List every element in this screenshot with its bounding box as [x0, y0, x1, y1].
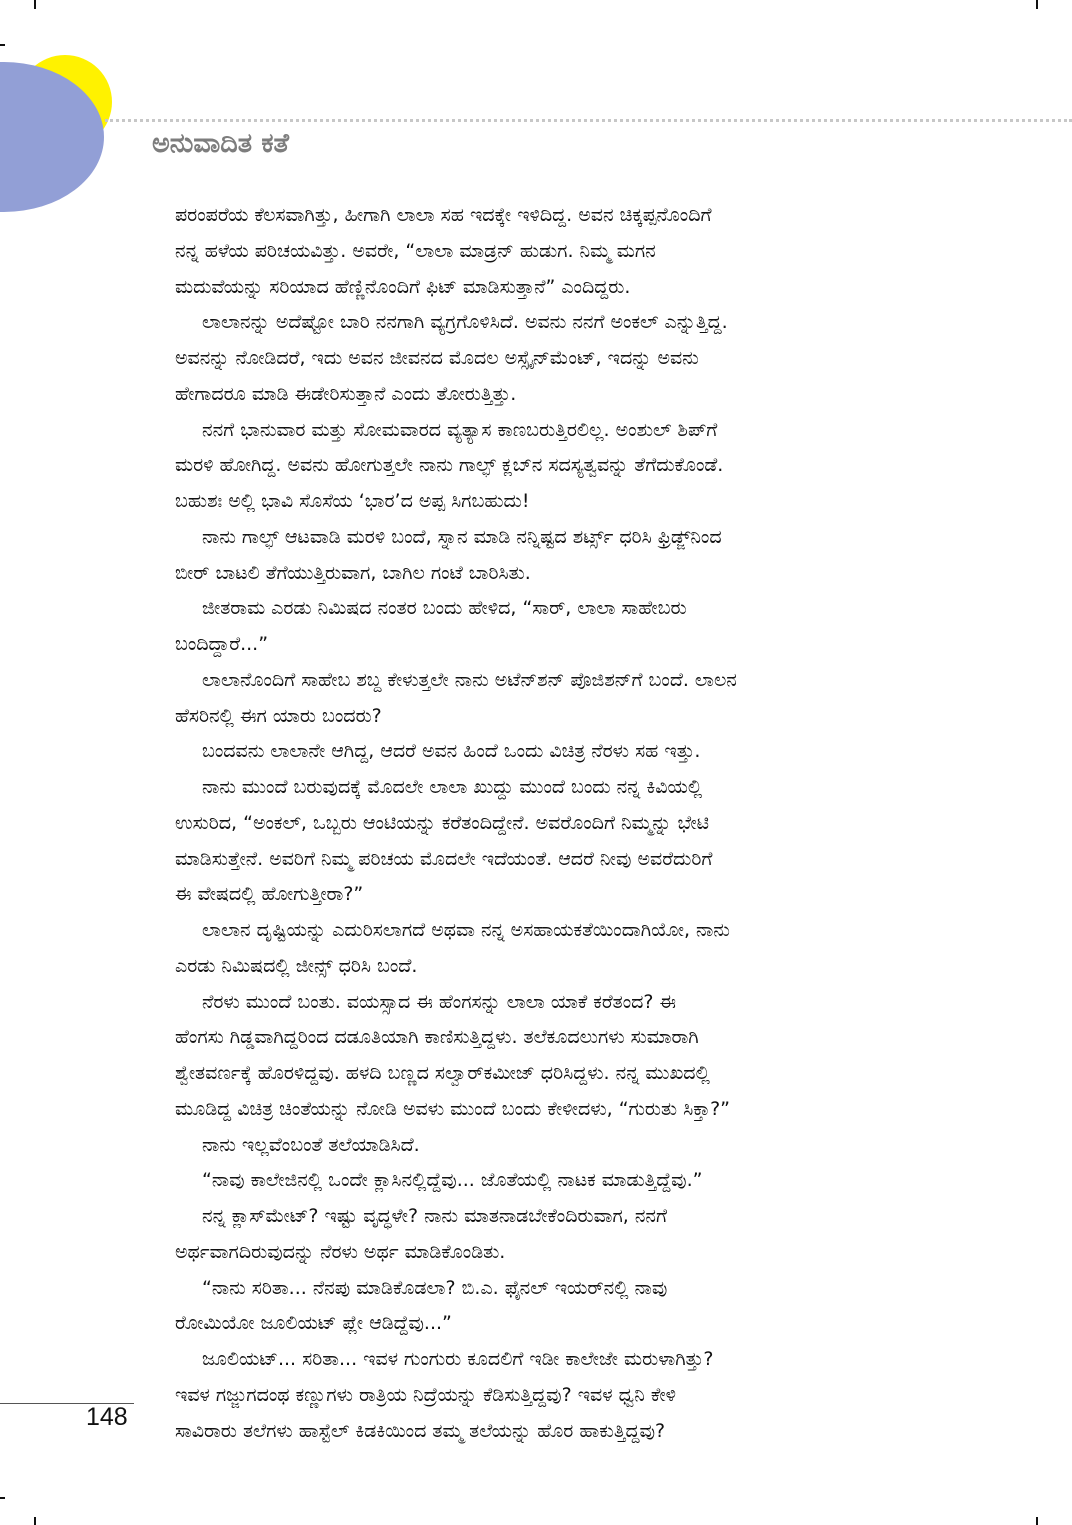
- body-line: ನನ್ನ ಕ್ಲಾಸ್‌ಮೇಟ್? ಇಷ್ಟು ವೃದ್ಧಳೇ? ನಾನು ಮಾತನಾಡಬೇಕೆಂದಿರುವಾಗ, ನನಗೆ: [202, 1205, 668, 1227]
- body-line: ಅರ್ಥವಾಗದಿರುವುದನ್ನು ನೆರಳು ಅರ್ಥ ಮಾಡಿಕೊಂಡಿತು.: [175, 1240, 506, 1263]
- crop-mark-top-right: [1036, 0, 1038, 9]
- body-line: ಸಾವಿರಾರು ತಲೆಗಳು ಹಾಸ್ಟೆಲ್ ಕಿಡಕಿಯಿಂದ ತಮ್ಮ ತಲೆಯನ್ನು ಹೊರ ಹಾಕುತ್ತಿದ್ದವು?: [175, 1419, 666, 1442]
- body-line: ಬಂದಿದ್ದಾರೆ...”: [175, 633, 269, 655]
- body-line: ಲಾಲಾನನ್ನು ಅದೆಷ್ಟೋ ಬಾರಿ ನನಗಾಗಿ ವ್ಯಗ್ರಗೊಳಿಸಿದೆ. ಅವನು ನನಗೆ ಅಂಕಲ್ ಎನ್ನುತ್ತಿದ್ದ.: [202, 311, 728, 334]
- crop-mark-bottom-left-v: [34, 1517, 36, 1525]
- body-line: ಈ ವೇಷದಲ್ಲಿ ಹೋಗುತ್ತೀರಾ?”: [175, 883, 364, 906]
- body-line: ಬಹುಶಃ ಅಲ್ಲಿ ಭಾವಿ ಸೊಸೆಯ ‘ಭಾರ’ದ ಅಪ್ಪ ಸಿಗಬಹುದು!: [175, 490, 530, 512]
- body-line: “ನಾವು ಕಾಲೇಜಿನಲ್ಲಿ ಒಂದೇ ಕ್ಲಾಸಿನಲ್ಲಿದ್ದೆವು... ಜೊತೆಯಲ್ಲಿ ನಾಟಕ ಮಾಡುತ್ತಿದ್ದೆವು.”: [202, 1169, 703, 1192]
- body-line: ಪರಂಪರೆಯ ಕೆಲಸವಾಗಿತ್ತು, ಹೀಗಾಗಿ ಲಾಲಾ ಸಹ ಇದಕ್ಕೇ ಇಳಿದಿದ್ದ. ಅವನ ಚಿಕ್ಕಪ್ಪನೊಂದಿಗೆ: [175, 204, 712, 226]
- body-line: ಲಾಲಾನ ದೃಷ್ಟಿಯನ್ನು ಎದುರಿಸಲಾಗದೆ ಅಥವಾ ನನ್ನ ಅಸಹಾಯಕತೆಯಿಂದಾಗಿಯೋ, ನಾನು: [202, 919, 730, 941]
- section-title: ಅನುವಾದಿತ ಕತೆ: [152, 128, 289, 159]
- dotted-header-rule: [105, 119, 1072, 122]
- body-line: ಮಾಡಿಸುತ್ತೇನೆ. ಅವರಿಗೆ ನಿಮ್ಮ ಪರಿಚಯ ಮೊದಲೇ ಇದೆಯಂತೆ. ಆದರೆ ನೀವು ಅವರೆದುರಿಗೆ: [175, 847, 713, 870]
- page-number: 148: [86, 1403, 128, 1431]
- body-line: ನನ್ನ ಹಳೆಯ ಪರಿಚಯವಿತ್ತು. ಅವರೇ, “ಲಾಲಾ ಮಾಡ್ರನ್ ಹುಡುಗ. ನಿಮ್ಮ ಮಗನ: [175, 239, 656, 262]
- body-line: ನೆರಳು ಮುಂದೆ ಬಂತು. ವಯಸ್ಸಾದ ಈ ಹೆಂಗಸನ್ನು ಲಾಲಾ ಯಾಕೆ ಕರೆತಂದ? ಈ: [202, 990, 677, 1013]
- body-line: ನಾನು ಮುಂದೆ ಬರುವುದಕ್ಕೆ ಮೊದಲೇ ಲಾಲಾ ಖುದ್ದು ಮುಂದೆ ಬಂದು ನನ್ನ ಕಿವಿಯಲ್ಲಿ: [202, 776, 703, 798]
- body-line: ಹೇಗಾದರೂ ಮಾಡಿ ಈಡೇರಿಸುತ್ತಾನೆ ಎಂದು ತೋರುತ್ತಿತ್ತು.: [175, 382, 517, 405]
- body-line: ಜೀತರಾಮ ಎರಡು ನಿಮಿಷದ ನಂತರ ಬಂದು ಹೇಳಿದ, “ಸಾರ್, ಲಾಲಾ ಸಾಹೇಬರು: [202, 597, 687, 620]
- body-line: ಅವನನ್ನು ನೋಡಿದರೆ, ಇದು ಅವನ ಜೀವನದ ಮೊದಲ ಅಸ್ಸೈನ್‌ಮೆಂಟ್, ಇದನ್ನು ಅವನು: [175, 347, 699, 369]
- crop-mark-bottom-right: [1036, 1517, 1038, 1525]
- body-line: ನಾನು ಗಾಲ್ಫ್ ಆಟವಾಡಿ ಮರಳಿ ಬಂದೆ, ಸ್ನಾನ ಮಾಡಿ ನನ್ನಿಷ್ಟದ ಶರ್ಟ್ಸ್ ಧರಿಸಿ ಫ್ರಿಡ್ಜ್‌ನಿಂದ: [202, 525, 722, 548]
- crop-mark-top-left: [34, 0, 36, 9]
- body-line: ಜೂಲಿಯಟ್... ಸರಿತಾ... ಇವಳ ಗುಂಗುರು ಕೂದಲಿಗೆ ಇಡೀ ಕಾಲೇಜೇ ಮರುಳಾಗಿತ್ತು?: [202, 1348, 714, 1370]
- body-line: ಬಂದವನು ಲಾಲಾನೇ ಆಗಿದ್ದ, ಆದರೆ ಅವನ ಹಿಂದೆ ಒಂದು ವಿಚಿತ್ರ ನೆರಳು ಸಹ ಇತ್ತು.: [202, 740, 701, 763]
- body-line: ಬೀರ್ ಬಾಟಲಿ ತೆಗೆಯುತ್ತಿರುವಾಗ, ಬಾಗಿಲ ಗಂಟೆ ಬಾರಿಸಿತು.: [175, 561, 531, 584]
- body-line: ನನಗೆ ಭಾನುವಾರ ಮತ್ತು ಸೋಮವಾರದ ವ್ಯತ್ಯಾಸ ಕಾಣಬರುತ್ತಿರಲಿಲ್ಲ. ಅಂಶುಲ್ ಶಿಪ್‌ಗೆ: [202, 418, 718, 441]
- body-line: ಮದುವೆಯನ್ನು ಸರಿಯಾದ ಹೆಣ್ಣಿನೊಂದಿಗೆ ಫಿಟ್ ಮಾಡಿಸುತ್ತಾನೆ” ಎಂದಿದ್ದರು.: [175, 275, 631, 298]
- story-body: [175, 198, 955, 1449]
- crop-mark-bottom-left: [0, 1497, 5, 1499]
- body-line: ಹೆಂಗಸು ಗಿಡ್ಡವಾಗಿದ್ದರಿಂದ ದಡೂತಿಯಾಗಿ ಕಾಣಿಸುತ್ತಿದ್ದಳು. ತಲೆಕೂದಲುಗಳು ಸುಮಾರಾಗಿ: [175, 1026, 699, 1049]
- body-line: ರೋಮಿಯೋ ಜೂಲಿಯಟ್ ಪ್ಲೇ ಆಡಿದ್ದೆವು...”: [175, 1312, 452, 1335]
- body-line: ಉಸುರಿದ, “ಅಂಕಲ್, ಒಬ್ಬರು ಆಂಟಿಯನ್ನು ಕರೆತಂದಿದ್ದೇನೆ. ಅವರೊಂದಿಗೆ ನಿಮ್ಮನ್ನು ಭೇಟಿ: [175, 811, 710, 834]
- body-line: ಇವಳ ಗಜ್ಜುಗದಂಥ ಕಣ್ಣುಗಳು ರಾತ್ರಿಯ ನಿದ್ರೆಯನ್ನು ಕೆಡಿಸುತ್ತಿದ್ದವು? ಇವಳ ಧ್ವನಿ ಕೇಳಿ: [175, 1383, 677, 1406]
- body-line: ನಾನು ಇಲ್ಲವೆಂಬಂತೆ ತಲೆಯಾಡಿಸಿದೆ.: [202, 1133, 420, 1156]
- crop-mark-top-left-h: [0, 44, 5, 46]
- body-line: ಶ್ವೇತವರ್ಣಕ್ಕೆ ಹೊರಳಿದ್ದವು. ಹಳದಿ ಬಣ್ಣದ ಸಲ್ವಾರ್‌ಕಮೀಜ್ ಧರಿಸಿದ್ದಳು. ನನ್ನ ಮುಖದಲ್ಲಿ: [175, 1062, 710, 1084]
- body-line: “ನಾನು ಸರಿತಾ... ನೆನಪು ಮಾಡಿಕೊಡಲಾ? ಬಿ.ಎ. ಫೈನಲ್ ಇಯರ್‌ನಲ್ಲಿ ನಾವು: [202, 1276, 668, 1299]
- body-line: ಹೆಸರಿನಲ್ಲಿ ಈಗ ಯಾರು ಬಂದರು?: [175, 704, 382, 727]
- body-line: ಮರಳಿ ಹೋಗಿದ್ದ. ಅವನು ಹೋಗುತ್ತಲೇ ನಾನು ಗಾಲ್ಫ್ ಕ್ಲಬ್‌ನ ಸದಸ್ಯತ್ವವನ್ನು ತೆಗೆದುಕೊಂಡೆ.: [175, 454, 724, 477]
- body-line: ಮೂಡಿದ್ದ ವಿಚಿತ್ರ ಚಿಂತೆಯನ್ನು ನೋಡಿ ಅವಳು ಮುಂದೆ ಬಂದು ಕೇಳೀದಳು, “ಗುರುತು ಸಿಕ್ತಾ?”: [175, 1097, 731, 1120]
- body-line: ಎರಡು ನಿಮಿಷದಲ್ಲಿ ಜೀನ್ಸ್ ಧರಿಸಿ ಬಂದೆ.: [175, 954, 418, 977]
- body-line: ಲಾಲಾನೊಂದಿಗೆ ಸಾಹೇಬ ಶಬ್ದ ಕೇಳುತ್ತಲೇ ನಾನು ಅಟೆನ್‌ಶನ್ ಪೊಜಿಶನ್‌ಗೆ ಬಂದೆ. ಲಾಲನ: [202, 668, 737, 691]
